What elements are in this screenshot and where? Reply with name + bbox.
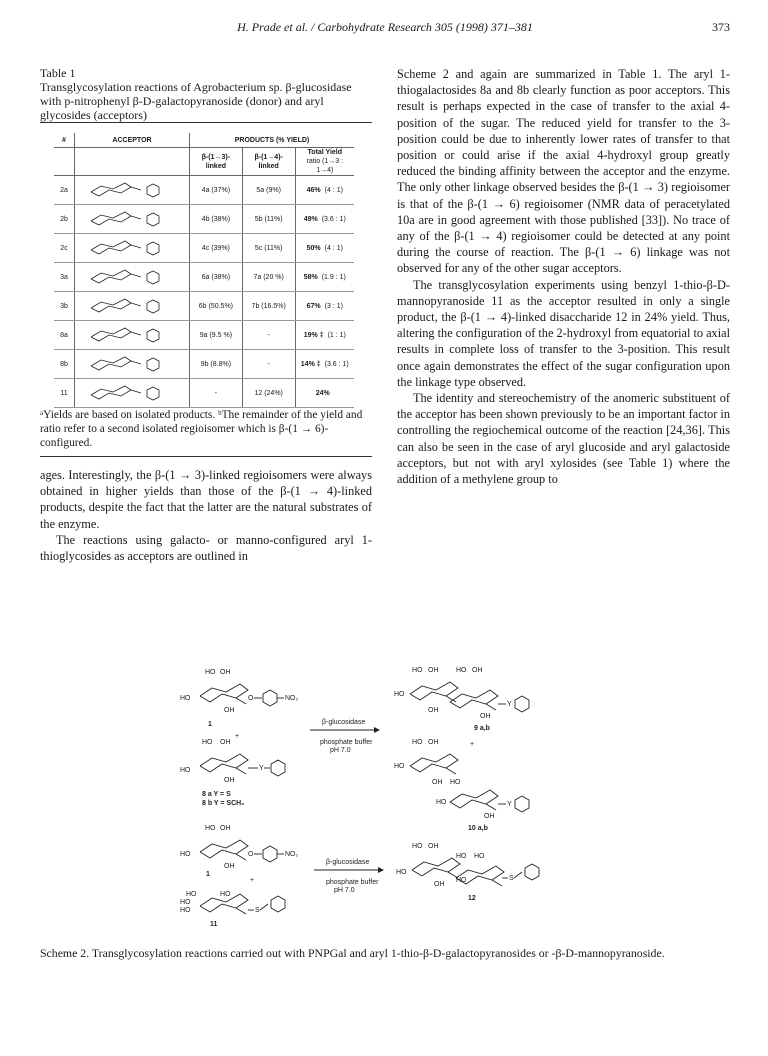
reaction-arrow-2: [314, 859, 384, 894]
row-id: 8b: [54, 350, 75, 379]
svg-text:phosphate buffer: phosphate buffer: [320, 739, 373, 746]
svg-text:HO: HO: [474, 853, 485, 860]
col-head-num: #: [62, 136, 66, 144]
svg-text:OH: OH: [220, 739, 231, 746]
svg-text:10 a,b: 10 a,b: [468, 825, 488, 832]
svg-text:1: 1: [206, 871, 210, 878]
row-id: 3b: [54, 292, 75, 321]
svg-text:β-glucosidase: β-glucosidase: [326, 859, 370, 866]
row-ratio: (3.6 : 1): [321, 215, 346, 223]
svg-text:OH: OH: [432, 779, 443, 786]
row-ratio: (4 : 1): [324, 186, 343, 194]
svg-text:HO: HO: [220, 891, 231, 898]
svg-text:phosphate buffer: phosphate buffer: [326, 879, 379, 886]
row-product-14: -: [242, 350, 295, 379]
row-acceptor-structure: [75, 234, 190, 263]
table-row: [54, 205, 354, 234]
row-ratio: (1.9 : 1): [321, 273, 346, 281]
svg-text:HO: HO: [180, 767, 191, 774]
row-id: 2c: [54, 234, 75, 263]
journal-citation: H. Prade et al. / Carbohydrate Research 305 (1998) 371–381: [237, 20, 533, 34]
table-row: [54, 176, 354, 205]
table-row: [54, 263, 354, 292]
left-paragraph-2: The reactions using galacto- or manno-configured aryl 1-thioglycosides as acceptors are outlined in: [40, 532, 372, 564]
row-acceptor-structure: [75, 176, 190, 205]
table-top-rule: [40, 122, 372, 123]
row-total-yield: 19% ‡: [303, 331, 324, 339]
table-label: Table 1: [40, 66, 76, 80]
row-ratio: (3.6 : 1): [324, 360, 349, 368]
svg-text:HO: HO: [412, 667, 423, 674]
svg-text:Y: Y: [259, 765, 264, 772]
svg-text:HO: HO: [394, 763, 405, 770]
row-product-14: 7a (20 %): [242, 263, 295, 292]
svg-text:OH: OH: [428, 707, 439, 714]
svg-text:HO: HO: [205, 825, 216, 832]
svg-text:OH: OH: [224, 863, 235, 870]
left-column: [40, 66, 372, 564]
row-id: 3a: [54, 263, 75, 292]
col-head-products: PRODUCTS (% YIELD): [190, 133, 355, 148]
row-acceptor-structure: [75, 379, 190, 408]
row-product-14: -: [242, 321, 295, 350]
row-acceptor-structure: [75, 292, 190, 321]
svg-text:OH: OH: [224, 777, 235, 784]
plus-2: +: [470, 741, 475, 748]
acceptor-structure-drawing: [77, 352, 177, 376]
scheme-2-drawing: [150, 660, 620, 930]
col-head-total-label: Total Yield: [307, 149, 343, 156]
svg-text:HO: HO: [436, 799, 447, 806]
row-total-yield: 46%: [306, 186, 321, 194]
row-product-13: -: [190, 379, 243, 408]
row-id: 2a: [54, 176, 75, 205]
svg-text:β-glucosidase: β-glucosidase: [322, 719, 366, 726]
compound-8: [180, 739, 285, 807]
col-head-acceptor: ACCEPTOR: [75, 133, 190, 148]
row-total-yield: 58%: [303, 273, 318, 281]
col-head-13: β-(1→3)-linked: [190, 148, 243, 176]
row-product-14: 7b (16.5%): [242, 292, 295, 321]
svg-text:HO: HO: [456, 877, 467, 884]
row-ratio: (3 : 1): [324, 302, 343, 310]
svg-text:NO₂: NO₂: [285, 695, 299, 702]
plus-3: +: [250, 877, 255, 884]
running-header: [40, 20, 730, 36]
svg-text:O: O: [248, 851, 254, 858]
row-total: [295, 350, 354, 379]
row-total: [295, 379, 354, 408]
svg-text:8 a Y = S: 8 a Y = S: [202, 791, 231, 798]
svg-text:OH: OH: [484, 813, 495, 820]
row-product-13: 4b (38%): [190, 205, 243, 234]
svg-text:HO: HO: [412, 843, 423, 850]
row-product-14: 12 (24%): [242, 379, 295, 408]
table-row: [54, 321, 354, 350]
plus-1: +: [235, 733, 240, 740]
svg-text:OH: OH: [428, 843, 439, 850]
svg-text:1: 1: [208, 721, 212, 728]
svg-text:OH: OH: [428, 667, 439, 674]
svg-text:HO: HO: [180, 851, 191, 858]
row-product-13: 4a (37%): [190, 176, 243, 205]
right-column: [397, 66, 730, 487]
svg-text:HO: HO: [202, 739, 213, 746]
row-total: [295, 263, 354, 292]
acceptor-structure-drawing: [77, 236, 177, 260]
row-product-13: 6b (50.5%): [190, 292, 243, 321]
svg-text:HO: HO: [450, 779, 461, 786]
left-body-text: [40, 467, 372, 564]
table-bottom-rule: [40, 456, 372, 457]
table-row: [54, 379, 354, 408]
page-number: 373: [712, 20, 730, 34]
col-head-total: [295, 148, 354, 176]
svg-text:OH: OH: [220, 825, 231, 832]
row-product-14: 5b (11%): [242, 205, 295, 234]
row-id: 2b: [54, 205, 75, 234]
table-row: [54, 350, 354, 379]
row-product-14: 5a (9%): [242, 176, 295, 205]
svg-text:O: O: [248, 695, 254, 702]
acceptor-structure-drawing: [77, 178, 177, 202]
compound-10: [394, 739, 529, 832]
svg-text:OH: OH: [434, 881, 445, 888]
acceptor-structure-drawing: [77, 323, 177, 347]
compound-11: [180, 891, 285, 928]
row-total-yield: 14% ‡: [300, 360, 321, 368]
table-caption: Transglycosylation reactions of Agrobacterium sp. β-glucosidase with p-nitrophenyl β-D-galactopyranoside (donor) and aryl glycosides (acceptors): [40, 80, 352, 122]
table-footnote: ᵃYields are based on isolated products. ᵇThe remainder of the yield and ratio refer to a second isolated regioisomer which is β-(1 → 6)-configured.: [40, 409, 363, 449]
col-head-14: β-(1→4)-linked: [242, 148, 295, 176]
svg-text:12: 12: [468, 895, 476, 902]
row-product-13: 6a (38%): [190, 263, 243, 292]
svg-text:HO: HO: [180, 907, 191, 914]
row-total-yield: 49%: [303, 215, 318, 223]
row-acceptor-structure: [75, 263, 190, 292]
svg-text:NO₂: NO₂: [285, 851, 299, 858]
svg-text:pH 7.0: pH 7.0: [334, 887, 355, 894]
acceptor-structure-drawing: [77, 294, 177, 318]
row-total: [295, 205, 354, 234]
table-1: [40, 133, 372, 408]
svg-text:HO: HO: [456, 667, 467, 674]
svg-text:pH 7.0: pH 7.0: [330, 747, 351, 754]
row-total-yield: 67%: [306, 302, 321, 310]
row-acceptor-structure: [75, 350, 190, 379]
row-ratio: (1 : 1): [327, 331, 346, 339]
compound-1-top: [180, 669, 299, 728]
row-acceptor-structure: [75, 205, 190, 234]
svg-text:HO: HO: [394, 691, 405, 698]
svg-text:OH: OH: [220, 669, 231, 676]
svg-text:HO: HO: [396, 869, 407, 876]
acceptor-structure-drawing: [77, 265, 177, 289]
svg-text:11: 11: [210, 921, 218, 928]
svg-text:OH: OH: [224, 707, 235, 714]
acceptor-structure-drawing: [77, 381, 177, 405]
scheme-2: [150, 660, 620, 930]
right-paragraph-3: The identity and stereochemistry of the anomeric substituent of the acceptor has been shown previously to be an important factor in controlling the regiochemical outcome of the reaction [24,36]. This can also be seen in the case of aryl glucoside and aryl galactoside acceptors, but not with aryl xylosides (see Table 1) where the addition of a methylene group to: [397, 391, 730, 487]
compound-1-bottom: [180, 825, 299, 878]
row-total: [295, 176, 354, 205]
row-total-yield: 24%: [315, 389, 330, 397]
svg-text:OH: OH: [428, 739, 439, 746]
row-total: [295, 292, 354, 321]
row-total-yield: 50%: [306, 244, 321, 252]
row-acceptor-structure: [75, 321, 190, 350]
svg-text:OH: OH: [472, 667, 483, 674]
svg-text:HO: HO: [412, 739, 423, 746]
row-product-14: 5c (11%): [242, 234, 295, 263]
transglycosylation-table: [54, 133, 354, 408]
row-product-13: 4c (39%): [190, 234, 243, 263]
svg-text:HO: HO: [205, 669, 216, 676]
right-paragraph-2: The transglycosylation experiments using benzyl 1-thio-β-D-mannopyranoside 11 as the acceptor resulted in only a single product, the β-(1 → 4)-linked disaccharide 12 in 24% yield. Thus, altering the configuration of the 2-hydroxyl from equatorial to axial results in complete loss of transfer to the 3-position. This result once again demonstrates the effect of the sugar configuration upon the linkage type observed.: [397, 277, 730, 389]
svg-text:8 b Y = SCH₂: 8 b Y = SCH₂: [202, 800, 245, 807]
table-row: [54, 234, 354, 263]
row-total: [295, 321, 354, 350]
svg-text:Y: Y: [507, 701, 512, 708]
row-id: 11: [54, 379, 75, 408]
svg-text:HO: HO: [186, 891, 197, 898]
svg-text:S: S: [509, 875, 514, 882]
acceptor-structure-drawing: [77, 207, 177, 231]
compound-9: [394, 667, 529, 732]
scheme-caption: Scheme 2. Transglycosylation reactions carried out with PNPGal and aryl 1-thio-β-D-galactopyranosides or -β-D-mannopyranoside.: [40, 946, 665, 960]
right-paragraph-1: Scheme 2 and again are summarized in Table 1. The aryl 1-thiogalactosides 8a and 8b clearly function as poor acceptors. This result is perhaps expected in the case of transfer to the axial 4-position of the sugar. The reduced yield for transfer to the 3-position could be due to inherently lower rates of transfer to that position or could arise if the axial 4-hydroxyl group greatly reduced the binding affinity between the acceptor and the enzyme. The only other linkage observed besides the β-(1 → 3) regioisomer is that of the β-(1 → 6) regioisomer (NMR data of peracetylated 10a are in good agreement with those published [33]). No trace of any of the β-(1 → 4) regioisomer could be detected at any point during the course of reaction. The β-(1 → 6) linkage was not observed for any of the other sugar acceptors.: [397, 67, 730, 276]
svg-text:OH: OH: [480, 713, 491, 720]
table-row: [54, 292, 354, 321]
svg-text:HO: HO: [456, 853, 467, 860]
svg-text:S: S: [255, 907, 260, 914]
row-product-13: 9b (8.8%): [190, 350, 243, 379]
row-id: 8a: [54, 321, 75, 350]
svg-text:Y: Y: [507, 801, 512, 808]
svg-text:HO: HO: [180, 695, 191, 702]
row-total: [295, 234, 354, 263]
col-head-total-note: ratio (1→3 : 1→4): [306, 158, 344, 174]
row-ratio: (4 : 1): [324, 244, 343, 252]
compound-12: [396, 843, 539, 902]
svg-text:9 a,b: 9 a,b: [474, 725, 490, 732]
row-product-13: 9a (9.5 %): [190, 321, 243, 350]
reaction-arrow-1: [310, 719, 380, 754]
left-paragraph-1: ages. Interestingly, the β-(1 → 3)-linked regioisomers were always obtained in higher yields than those of the β-(1 → 4)-linked products, despite the fact that the latter are the natural substrates of the enzyme.: [40, 468, 372, 531]
svg-text:HO: HO: [180, 899, 191, 906]
